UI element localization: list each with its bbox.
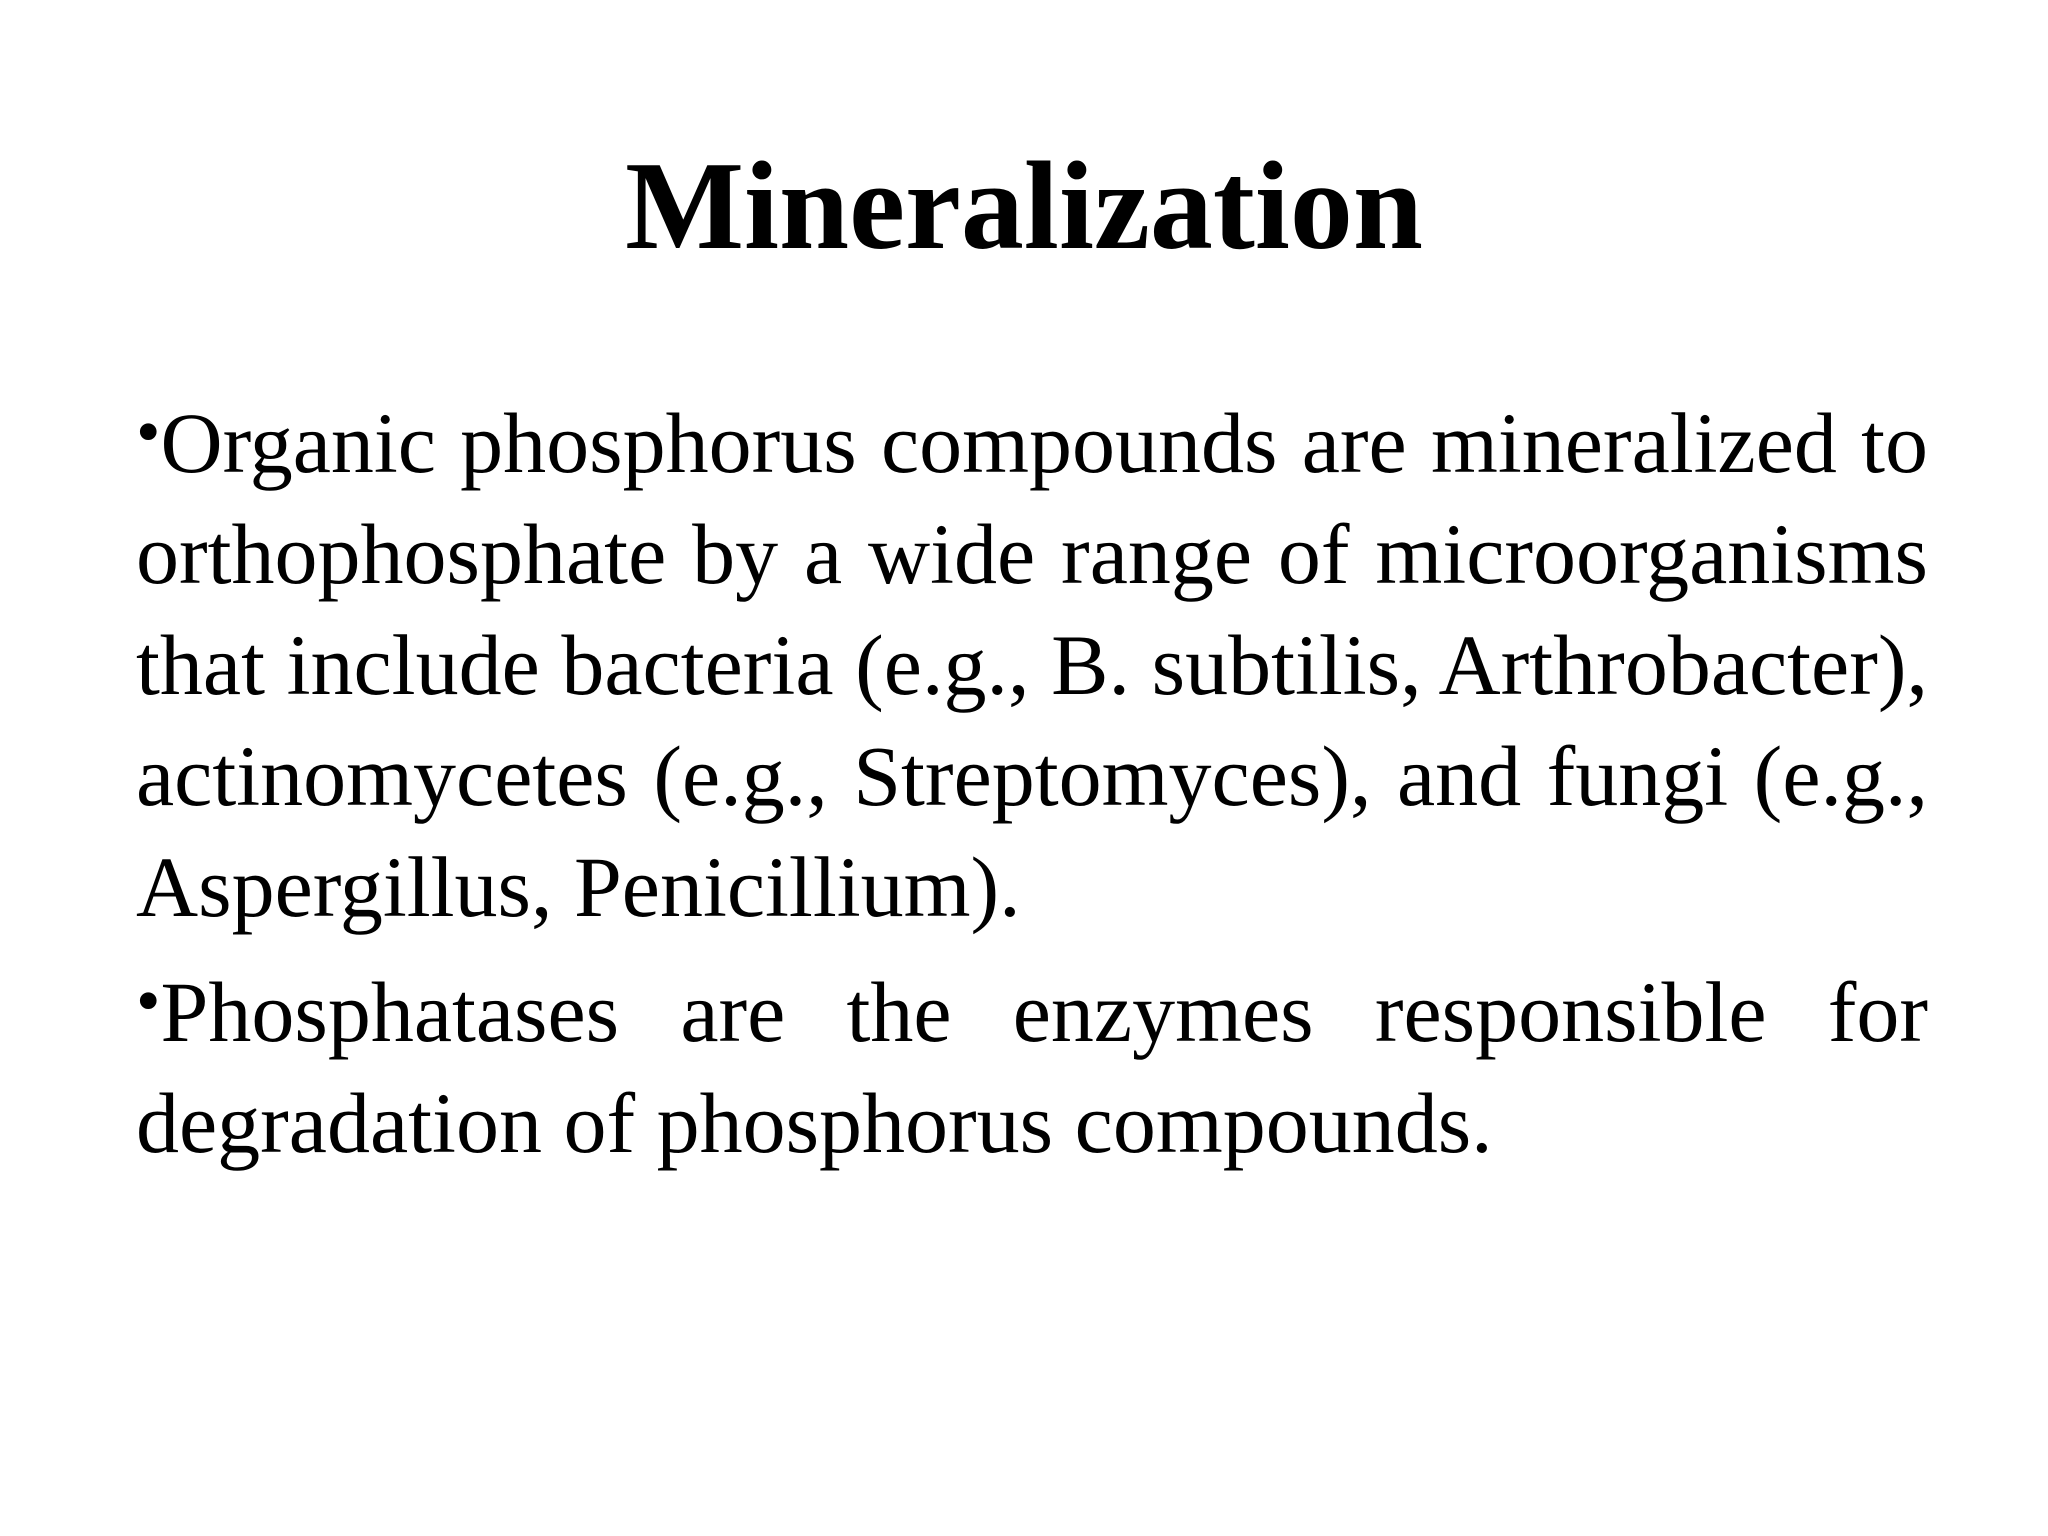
slide-title: Mineralization xyxy=(625,137,1423,276)
bullet-item xyxy=(136,388,1928,943)
bullet-marker-icon: • xyxy=(136,394,161,471)
bullet-text: Phosphatases are the enzymes responsible for degradation of phosphorus compounds. xyxy=(136,964,1928,1171)
bullet-text: Organic phosphorus compounds are mineralized to orthophosphate by a wide range of microorganisms that include bacteria (e.g., B. subtilis, Arthrobacter), actinomycetes (e.g., Streptomyces), and fungi (e.g., Aspergillus, Penicillium). xyxy=(136,395,1928,935)
slide-body xyxy=(136,388,1928,1179)
bullet-item xyxy=(136,957,1928,1179)
bullet-marker-icon: • xyxy=(136,963,161,1040)
